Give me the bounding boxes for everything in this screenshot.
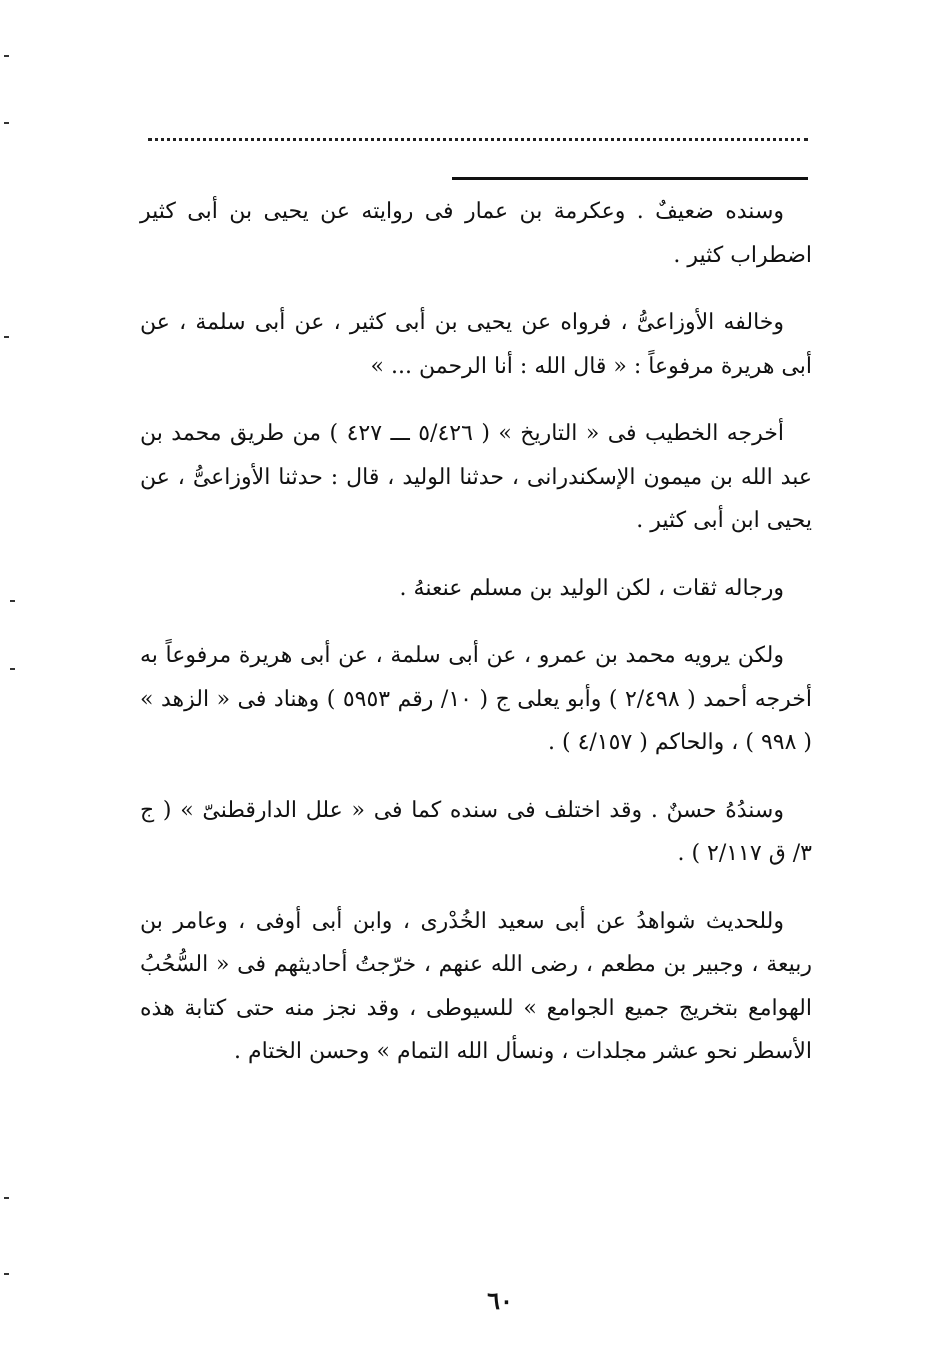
paragraph-3: أخرجه الخطيب فى « التاريخ » ( ٥/٤٢٦ ـــ ٤٢٧ ) من طريق محمد بن عبد الله بن ميمون الإسكندرانى ، حدثنا الوليد ، قال : حدثنا الأوزاعىُّ ، عن يحيى ابن أبى كثير . xyxy=(140,421,812,533)
page-number: ٦٠ xyxy=(487,1286,513,1315)
scan-margin-mark xyxy=(10,668,15,670)
scan-margin-mark xyxy=(10,600,15,602)
scan-margin-mark xyxy=(4,55,9,57)
paragraph-4: ورجاله ثقات ، لكن الوليد بن مسلم عنعنهُ . xyxy=(399,575,784,601)
paragraph-1: وسنده ضعيفٌ . وعكرمة بن عمار فى روايته عن يحيى بن أبى كثير اضطراب كثير . xyxy=(140,199,812,268)
dotted-separator xyxy=(148,138,808,141)
footnote-rule xyxy=(452,177,808,180)
paragraph-7: وللحديث شواهدُ عن أبى سعيد الخُدْرى ، وابن أبى أوفى ، وعامر بن ربيعة ، وجبير بن مطعم ، رضى الله عنهم ، خرّجتُ أحاديثهم فى « السُّحُبُ الهوامع بتخريج جميع الجوامع » للسيوطى ، وقد نجز منه حتى كتابة هذه الأسطر نحو عشر مجلدات ، ونسأل الله التمام » وحسن الختام . xyxy=(140,908,812,1064)
paragraph-2: وخالفه الأوزاعىُّ ، فرواه عن يحيى بن أبى كثير ، عن أبى سلمة ، عن أبى هريرة مرفوعاً : « قال الله : أنا الرحمن ... » xyxy=(140,310,812,379)
scan-margin-mark xyxy=(4,1273,9,1275)
scan-margin-mark xyxy=(4,1197,9,1199)
paragraph-6: وسندُهُ حسنٌ . وقد اختلف فى سنده كما فى « علل الدارقطنىّ » ( ج ٣/ ق ٢/١١٧ ) . xyxy=(140,797,812,866)
scan-margin-mark xyxy=(4,122,9,124)
paragraph-5: ولكن يرويه محمد بن عمرو ، عن أبى سلمة ، عن أبى هريرة مرفوعاً به أخرجه أحمد ( ٢/٤٩٨ ) وأبو يعلى ج ( ١٠/ رقم ٥٩٥٣ ) وهناد فى « الزهد » ( ٩٩٨ ) ، والحاكم ( ٤/١٥٧ ) . xyxy=(140,643,812,755)
scan-margin-mark xyxy=(4,336,9,338)
footnote-text xyxy=(140,190,812,1098)
